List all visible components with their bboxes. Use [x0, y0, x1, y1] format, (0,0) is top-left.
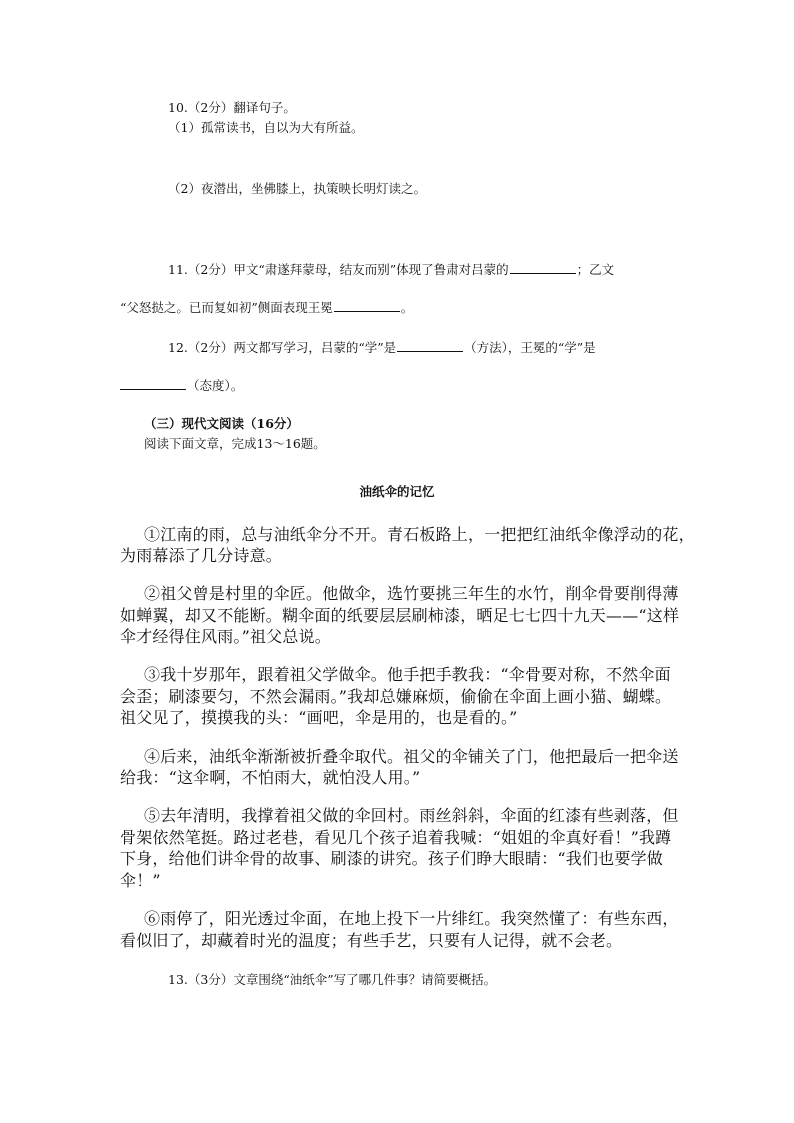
q12-text-c: （态度）。 — [187, 378, 244, 393]
q11-text-b: ；乙文 — [576, 262, 615, 277]
q10-stem: 10.（2分）翻译句子。 — [168, 100, 296, 115]
q10-item1: （1）孤常读书，自以为大有所益。 — [168, 120, 364, 135]
q12-answer-blank-1[interactable] — [397, 339, 463, 352]
q12-text-b: （方法），王冕的“学”是 — [464, 340, 596, 355]
section-instruction: 阅读下面文章，完成13～16题。 — [144, 436, 326, 451]
article-line: 如蝉翼，却又不能断。糊伞面的纸要层层刷柿漆，晒足七七四十九天——“这样 — [120, 606, 680, 625]
article-line: 会歪；刷漆要匀，不然会漏雨。”我却总嫌麻烦，偷偷在伞面上画小猫、蝴蝶。 — [120, 687, 672, 706]
article-line: 为雨幕添了几分诗意。 — [120, 546, 283, 565]
article-title: 油纸伞的记忆 — [359, 484, 435, 499]
q12-answer-blank-2[interactable] — [120, 377, 186, 390]
q11-line1 — [168, 261, 614, 278]
article-line: ⑥雨停了，阳光透过伞面，在地上投下一片绯红。我突然懂了：有些东西， — [144, 909, 679, 928]
article-line: 骨架依然笔挺。路过老巷，看见几个孩子追着我喊：“姐姐的伞真好看！”我蹲 — [120, 828, 672, 847]
q11-answer-blank-1[interactable] — [510, 261, 576, 274]
section-heading: （三）现代文阅读（16分） — [144, 416, 299, 431]
q11-line2 — [120, 299, 413, 316]
article-line: ③我十岁那年，跟着祖父学做伞。他手把手教我：“伞骨要对称，不然伞面 — [144, 665, 671, 684]
q13-stem: 13.（3分）文章围绕“油纸伞”写了哪几件事？请简要概括。 — [168, 972, 497, 987]
q11-answer-blank-2[interactable] — [334, 299, 400, 312]
q11-text-a: 11.（2分）甲文“肃遂拜蒙母，结友而别”体现了鲁肃对吕蒙的 — [168, 262, 509, 277]
q12-line1 — [168, 339, 596, 356]
q12-line2 — [120, 377, 243, 394]
article-line: ②祖父曾是村里的伞匠。他做伞，选竹要挑三年生的水竹，削伞骨要削得薄 — [144, 584, 679, 603]
article-line: 看似旧了，却藏着时光的温度；有些手艺，只要有人记得，就不会老。 — [120, 931, 623, 950]
article-line: ④后来，油纸伞渐渐被折叠伞取代。祖父的伞铺关了门，他把最后一把伞送 — [144, 747, 679, 766]
q12-text-a: 12.（2分）两文都写学习，吕蒙的“学”是 — [168, 340, 397, 355]
q11-text-d: 。 — [400, 300, 414, 315]
article-line: 伞才经得住风雨。”祖父总说。 — [120, 627, 331, 646]
article-line: 伞！” — [120, 871, 161, 890]
article-line: 祖父见了，摸摸我的头：“画吧，伞是用的，也是看的。” — [120, 708, 518, 727]
article-line: ①江南的雨，总与油纸伞分不开。青石板路上，一把把红油纸伞像浮动的花， — [144, 525, 695, 544]
article-line: 下身，给他们讲伞骨的故事、刷漆的讲究。孩子们睁大眼睛：“我们也要学做 — [120, 849, 663, 868]
q10-item2: （2）夜潜出，坐佛膝上，执策映长明灯读之。 — [168, 181, 426, 196]
article-line: ⑤去年清明，我撑着祖父做的伞回村。雨丝斜斜，伞面的红漆有些剥落，但 — [144, 806, 679, 825]
article-line: 给我：“这伞啊，不怕雨大，就怕没人用。” — [120, 768, 421, 787]
q11-text-c: “父怒挞之。已而复如初”侧面表现王冕 — [120, 300, 333, 315]
